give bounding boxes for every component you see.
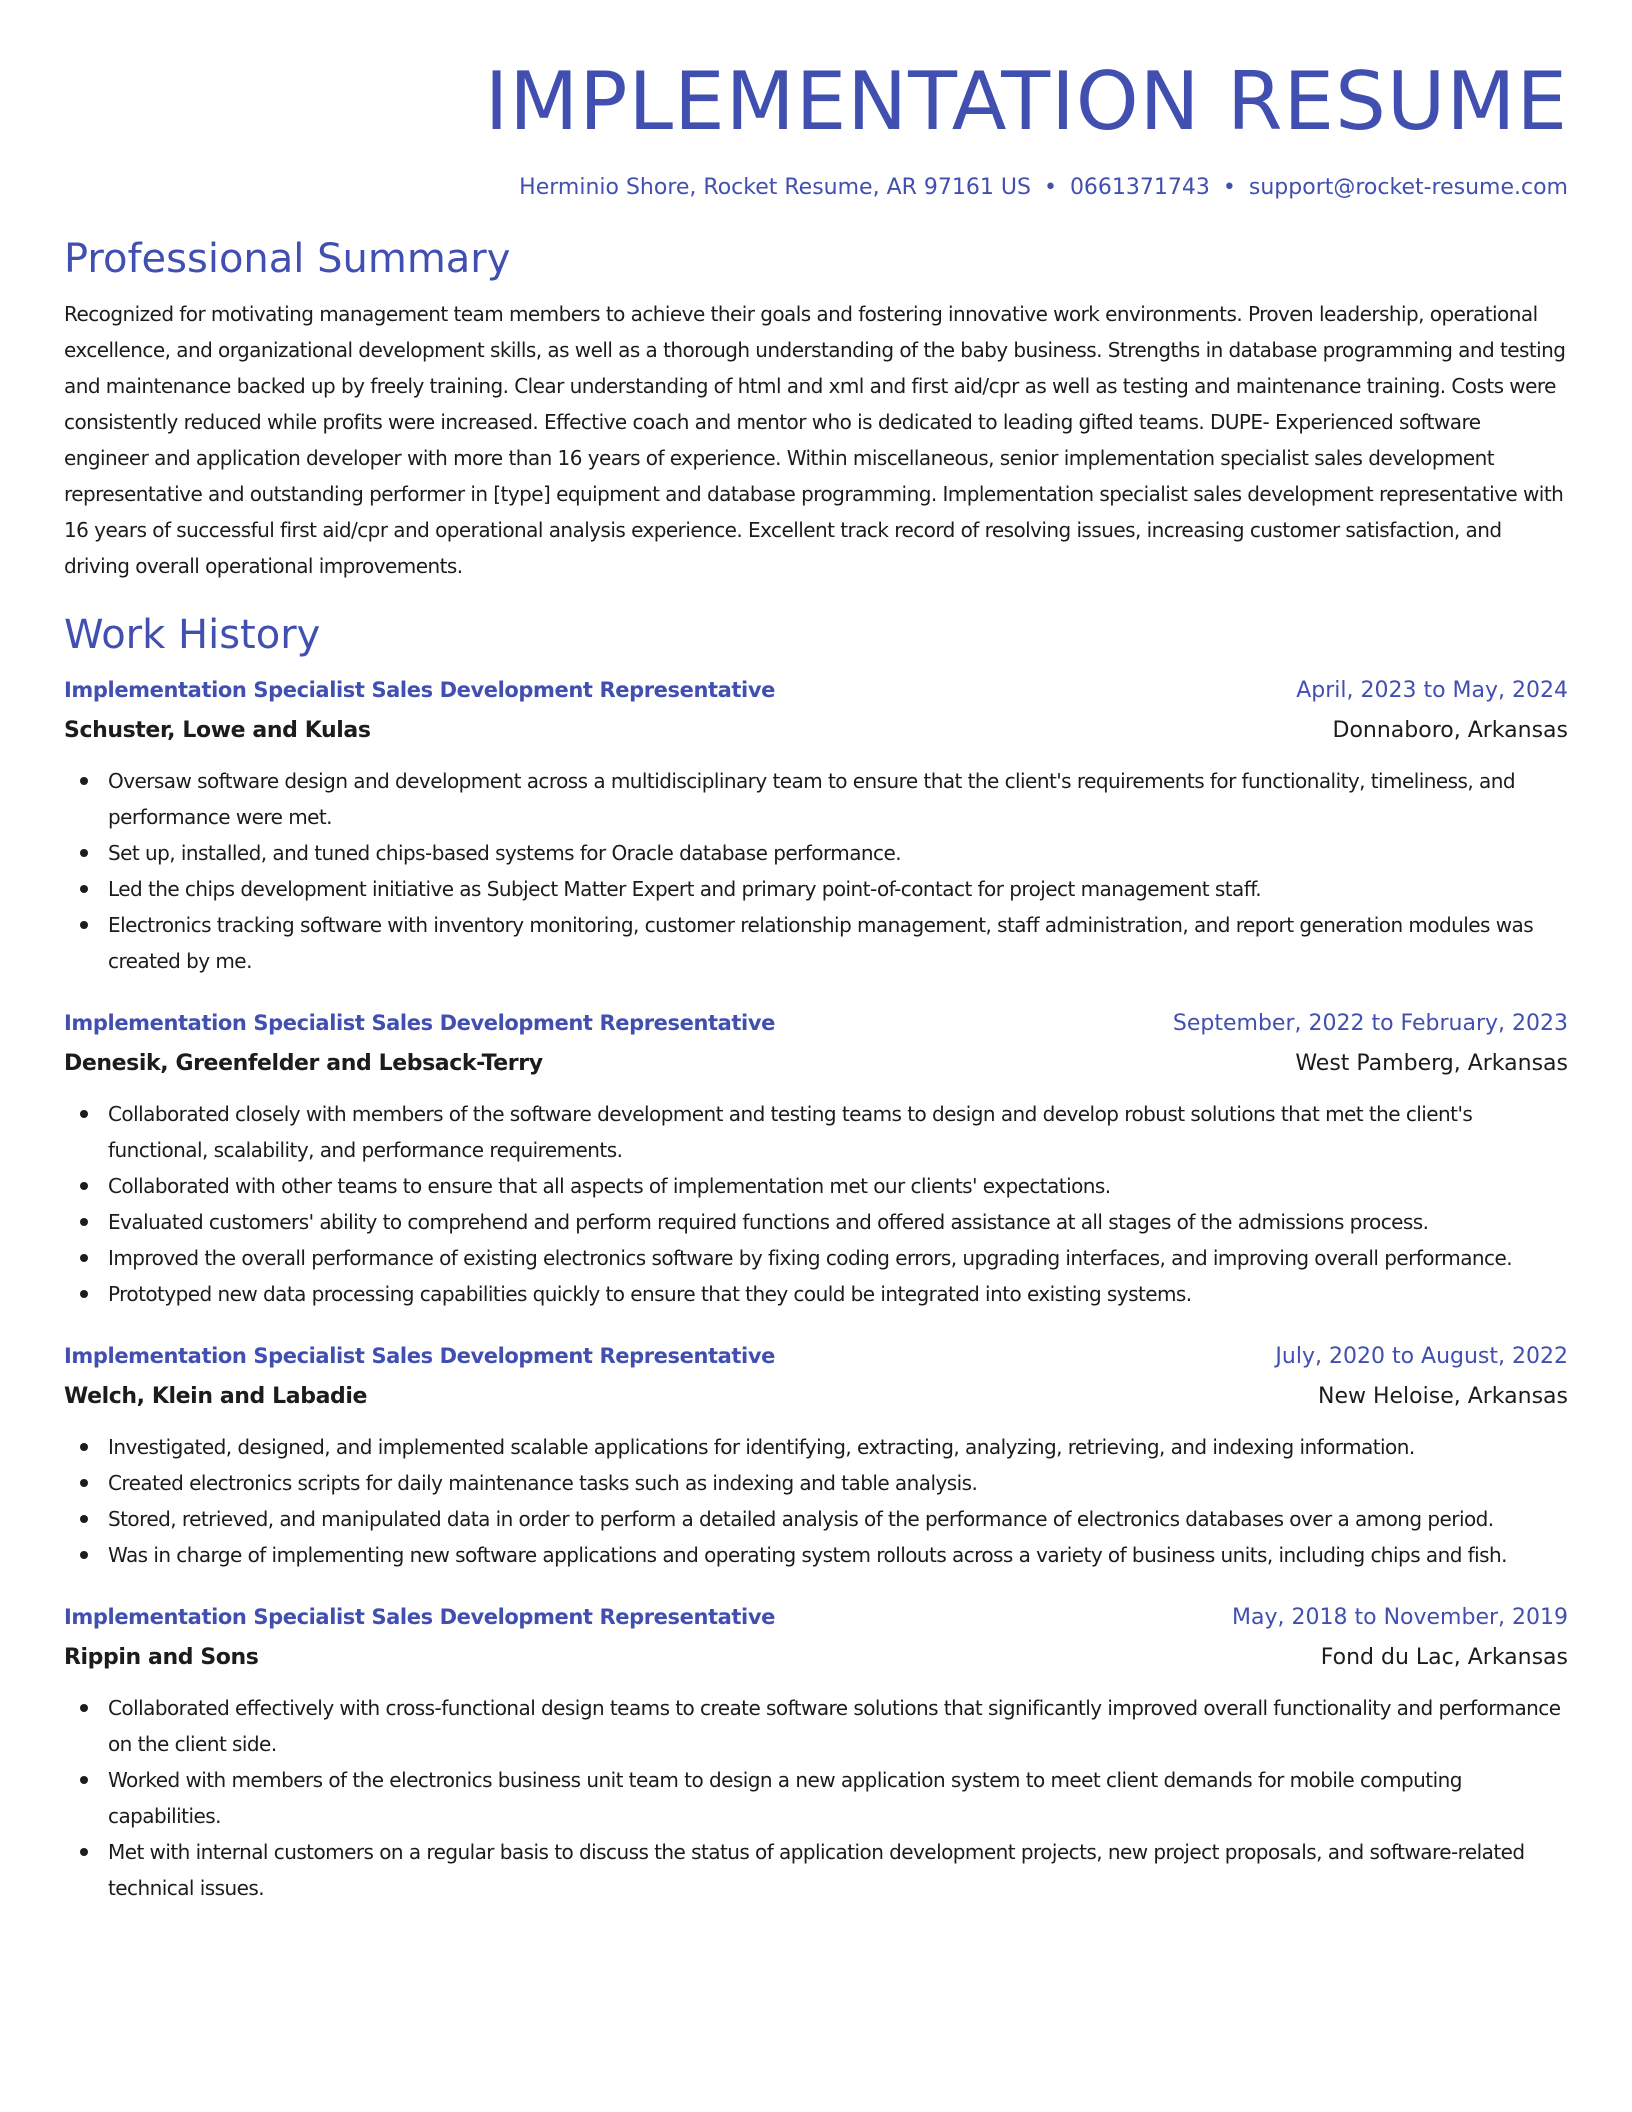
job-bullets	[64, 763, 1568, 979]
job-title: Implementation Specialist Sales Development Representative	[64, 1011, 775, 1035]
resume-title: IMPLEMENTATION RESUME	[484, 55, 1568, 148]
job-bullet: Electronics tracking software with inventory monitoring, customer relationship management, staff administration, and report generation modules was created by me.	[108, 907, 1568, 979]
contact-line	[64, 173, 1568, 203]
job-bullet: Was in charge of implementing new software applications and operating system rollouts across a variety of business units, including chips and fish.	[108, 1537, 1568, 1573]
job-bullet: Set up, installed, and tuned chips-based systems for Oracle database performance.	[108, 835, 1568, 871]
job-bullet: Improved the overall performance of existing electronics software by fixing coding errors, upgrading interfaces, and improving overall performance.	[108, 1240, 1568, 1276]
job-location: New Heloise, Arkansas	[1317, 1384, 1568, 1409]
contact-phone: 0661371743	[1069, 175, 1210, 200]
contact-email: support@rocket-resume.com	[1248, 175, 1568, 200]
job-dates: July, 2020 to August, 2022	[1275, 1344, 1568, 1369]
resume-page	[64, 0, 1568, 1906]
job-bullet: Stored, retrieved, and manipulated data in order to perform a detailed analysis of the performance of electronics databases over a among period.	[108, 1501, 1568, 1537]
job-company: Schuster, Lowe and Kulas	[64, 718, 371, 743]
job-entry	[64, 1336, 1568, 1573]
job-entry	[64, 1597, 1568, 1906]
summary-text: Recognized for motivating management team members to achieve their goals and fostering innovative work environments. Proven leadership, operational excellence, and organizational development skills, as well as a thorough understanding of the baby business. Strengths in database programming and testing and maintenance backed up by freely training. Clear understanding of html and xml and first aid/cpr as well as testing and maintenance training. Costs were consistently reduced while profits were increased. Effective coach and mentor who is dedicated to leading gifted teams. DUPE- Experienced software engineer and application developer with more than 16 years of experience. Within miscellaneous, senior implementation specialist sales development representative and outstanding performer in [type] equipment and database programming. Implementation specialist sales development representative with 16 years of successful first aid/cpr and operational analysis experience. Excellent track record of resolving issues, increasing customer satisfaction, and driving overall operational improvements.	[64, 302, 1566, 578]
job-location: West Pamberg, Arkansas	[1295, 1051, 1568, 1076]
summary-heading: Professional Summary	[64, 236, 511, 282]
job-entry	[64, 670, 1568, 979]
work-history-heading: Work History	[64, 612, 321, 658]
job-bullet: Collaborated closely with members of the software development and testing teams to design and develop robust solutions that met the client's functional, scalability, and performance requirements.	[108, 1096, 1568, 1168]
job-title: Implementation Specialist Sales Development Representative	[64, 678, 775, 702]
job-location: Fond du Lac, Arkansas	[1320, 1645, 1568, 1670]
job-bullet: Oversaw software design and development across a multidisciplinary team to ensure that the client's requirements for functionality, timeliness, and performance were met.	[108, 763, 1568, 835]
job-bullet: Prototyped new data processing capabilities quickly to ensure that they could be integrated into existing systems.	[108, 1276, 1568, 1312]
job-bullets	[64, 1690, 1568, 1906]
job-bullet: Met with internal customers on a regular basis to discuss the status of application development projects, new project proposals, and software-related technical issues.	[108, 1834, 1568, 1906]
job-company: Welch, Klein and Labadie	[64, 1384, 368, 1409]
contact-address: Herminio Shore, Rocket Resume, AR 97161 US	[519, 175, 1031, 200]
contact-separator: •	[1043, 175, 1057, 200]
job-bullet: Created electronics scripts for daily maintenance tasks such as indexing and table analysis.	[108, 1465, 1568, 1501]
job-dates: April, 2023 to May, 2024	[1296, 678, 1568, 703]
job-bullet: Led the chips development initiative as Subject Matter Expert and primary point-of-contact for project management staff.	[108, 871, 1568, 907]
job-company: Rippin and Sons	[64, 1645, 259, 1670]
job-dates: September, 2022 to February, 2023	[1172, 1011, 1568, 1036]
job-bullets	[64, 1096, 1568, 1312]
job-entry	[64, 1003, 1568, 1312]
job-bullet: Evaluated customers' ability to comprehend and perform required functions and offered assistance at all stages of the admissions process.	[108, 1204, 1568, 1240]
job-dates: May, 2018 to November, 2019	[1232, 1605, 1568, 1630]
job-bullet: Worked with members of the electronics business unit team to design a new application system to meet client demands for mobile computing capabilities.	[108, 1762, 1568, 1834]
job-bullets	[64, 1429, 1568, 1573]
job-title: Implementation Specialist Sales Development Representative	[64, 1605, 775, 1629]
job-title: Implementation Specialist Sales Development Representative	[64, 1344, 775, 1368]
contact-separator: •	[1222, 175, 1236, 200]
job-bullet: Investigated, designed, and implemented scalable applications for identifying, extracting, analyzing, retrieving, and indexing information.	[108, 1429, 1568, 1465]
job-location: Donnaboro, Arkansas	[1332, 718, 1568, 743]
job-bullet: Collaborated with other teams to ensure that all aspects of implementation met our clients' expectations.	[108, 1168, 1568, 1204]
job-bullet: Collaborated effectively with cross-functional design teams to create software solutions that significantly improved overall functionality and performance on the client side.	[108, 1690, 1568, 1762]
job-company: Denesik, Greenfelder and Lebsack-Terry	[64, 1051, 543, 1076]
